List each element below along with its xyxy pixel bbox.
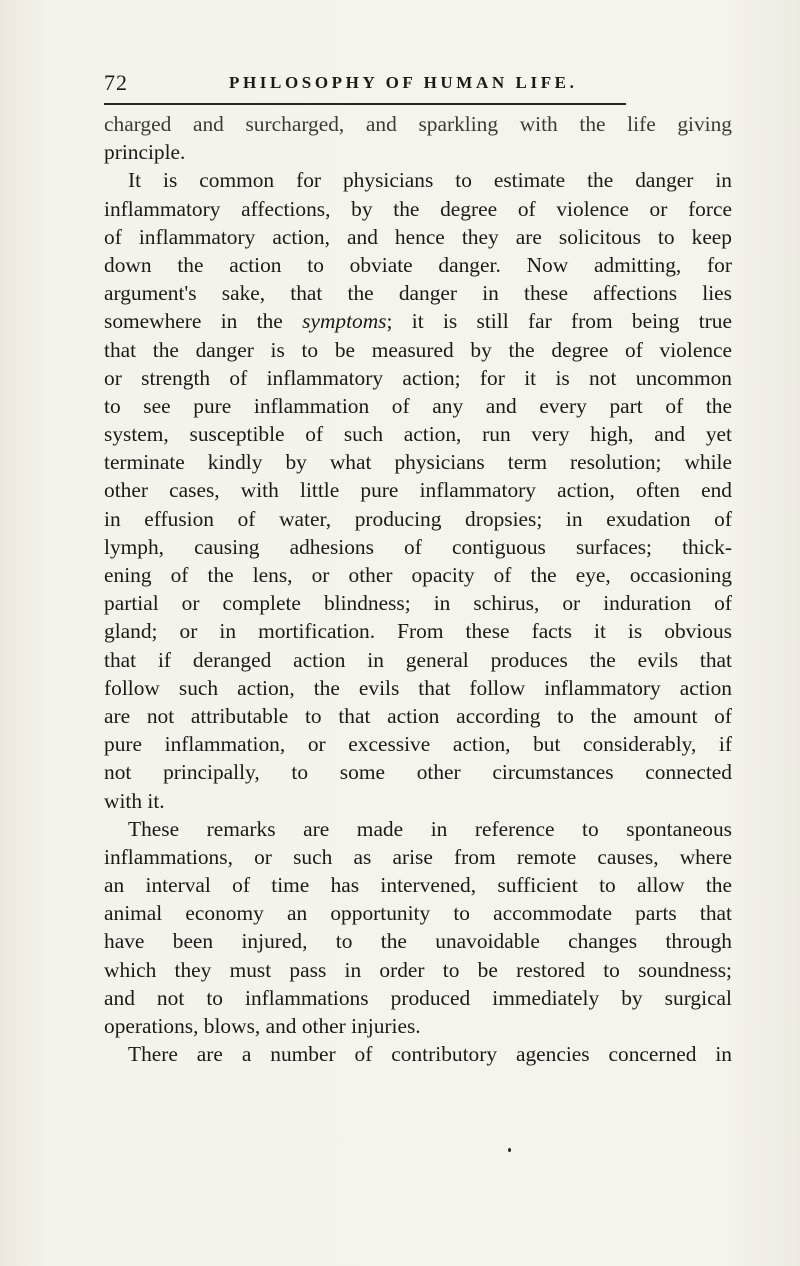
text-line: partial or complete blindness; in schirus, or induration of	[104, 591, 732, 616]
text-line: system, susceptible of such action, run very high, and yet	[104, 422, 732, 447]
text-line: of inflammatory action, and hence they are solicitous to keep	[104, 224, 732, 249]
text-line: to see pure inflammation of any and every part of the	[104, 393, 732, 418]
body-text	[104, 110, 732, 1068]
text-line: inflammations, or such as arise from remote causes, where	[104, 844, 732, 869]
paragraph-start-line: These remarks are made in reference to spontaneous	[128, 816, 732, 841]
ink-speck	[508, 1148, 511, 1152]
italic-word: symptoms	[302, 309, 387, 334]
text-line: gland; or in mortification. From these facts it is obvious	[104, 619, 732, 644]
text-line: terminate kindly by what physicians term resolution; while	[104, 450, 732, 475]
text-line: inflammatory affections, by the degree of violence or force	[104, 196, 732, 221]
text-line: charged and surcharged, and sparkling with the life giving	[104, 112, 732, 136]
text-line: lymph, causing adhesions of contiguous surfaces; thick-	[104, 534, 732, 559]
text-line	[104, 307, 732, 335]
text-line: an interval of time has intervened, sufficient to allow the	[104, 873, 732, 898]
header-rule	[104, 103, 626, 105]
text-line: other cases, with little pure inflammatory action, often end	[104, 478, 732, 503]
running-title: PHILOSOPHY OF HUMAN LIFE.	[229, 73, 578, 92]
text-line: that the danger is to be measured by the degree of violence	[104, 337, 732, 362]
text-line: follow such action, the evils that follow inflammatory action	[104, 675, 732, 700]
text-line: principle.	[104, 140, 186, 165]
page-number: 72	[104, 70, 128, 95]
text-line: or strength of inflammatory action; for it is not uncommon	[104, 365, 732, 390]
text-line: have been injured, to the unavoidable changes through	[104, 929, 732, 954]
paragraph-start-line: It is common for physicians to estimate the danger in	[128, 168, 732, 193]
text-line: not principally, to some other circumstances connected	[104, 760, 732, 785]
text-line: in effusion of water, producing dropsies; in exudation of	[104, 506, 732, 531]
paragraph-start-line: There are a number of contributory agencies concerned in	[128, 1042, 732, 1067]
text-line: ening of the lens, or other opacity of the eye, occasioning	[104, 563, 732, 587]
text-line: with it.	[104, 788, 165, 813]
text-line: are not attributable to that action according to the amount of	[104, 703, 732, 728]
text-line: operations, blows, and other injuries.	[104, 1014, 421, 1038]
text-line: which they must pass in order to be restored to soundness;	[104, 957, 732, 982]
text-line: that if deranged action in general produces the evils that	[104, 647, 732, 672]
text-segment: ; it is still far from being true	[386, 309, 732, 334]
text-line: pure inflammation, or excessive action, but considerably, if	[104, 732, 732, 757]
text-line: animal economy an opportunity to accommodate parts that	[104, 901, 732, 926]
page-header	[104, 70, 732, 104]
text-line: argument's sake, that the danger in these affections lies	[104, 281, 732, 306]
text-line: and not to inflammations produced immediately by surgical	[104, 985, 732, 1010]
text-segment: somewhere in the	[104, 309, 303, 334]
text-line: down the action to obviate danger. Now admitting, for	[104, 252, 732, 277]
